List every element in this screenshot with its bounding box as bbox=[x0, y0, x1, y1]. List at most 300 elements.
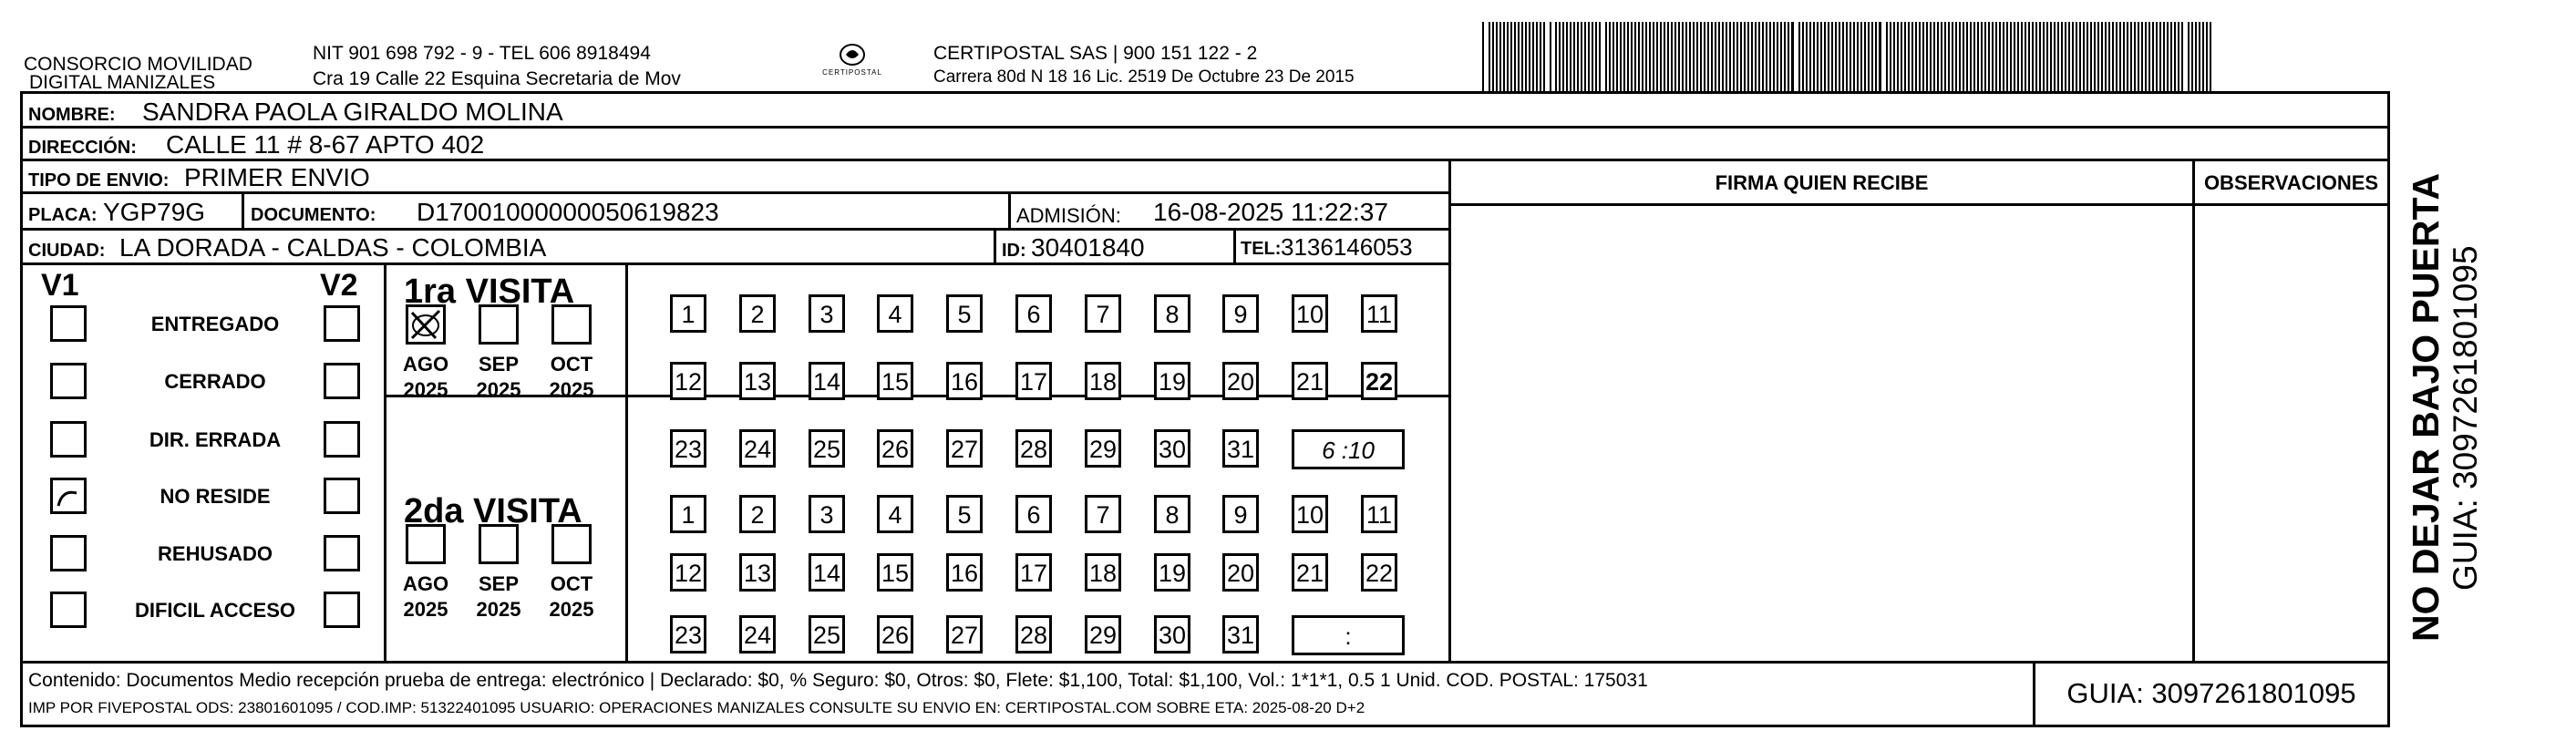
day-box[interactable]: 11 bbox=[1361, 294, 1397, 333]
day-box[interactable]: 3 bbox=[809, 495, 845, 533]
barcode-bar bbox=[1984, 22, 1986, 91]
barcode-bar bbox=[2065, 22, 2066, 91]
x-mark-icon bbox=[408, 307, 443, 342]
month-label: SEP bbox=[478, 353, 520, 376]
barcode-bar bbox=[2141, 22, 2143, 91]
day-box[interactable]: 1 bbox=[670, 495, 706, 533]
v1-checkbox[interactable] bbox=[50, 305, 87, 342]
barcode bbox=[1482, 22, 2217, 91]
barcode-bar bbox=[1981, 22, 1983, 91]
barcode-bar bbox=[1973, 22, 1975, 91]
barcode-bar bbox=[1758, 22, 1760, 91]
barcode-bar bbox=[1922, 22, 1924, 91]
barcode-bar bbox=[2025, 22, 2026, 91]
barcode-bar bbox=[1514, 22, 1516, 91]
day-box[interactable]: 10 bbox=[1292, 495, 1328, 533]
tel-label: TEL: bbox=[1241, 239, 1282, 259]
barcode-bar bbox=[1831, 22, 1833, 91]
barcode-bar bbox=[2134, 22, 2136, 91]
barcode-bar bbox=[1992, 22, 1994, 91]
barcode-bar bbox=[1726, 22, 1727, 91]
day-box[interactable]: 10 bbox=[1292, 294, 1328, 333]
day-box[interactable]: 31 bbox=[1222, 615, 1259, 654]
barcode-bar bbox=[1860, 22, 1862, 91]
status-label: CERRADO bbox=[164, 370, 266, 393]
barcode-bar bbox=[2035, 22, 2037, 91]
barcode-bar bbox=[1599, 22, 1601, 91]
day-box[interactable]: 21 bbox=[1292, 553, 1328, 592]
barcode-bar bbox=[1529, 22, 1530, 91]
day-box[interactable]: 21 bbox=[1292, 362, 1328, 400]
barcode-bar bbox=[1802, 22, 1804, 91]
barcode-bar bbox=[1664, 22, 1665, 91]
barcode-bar bbox=[1995, 22, 1997, 91]
day-box[interactable]: 3 bbox=[809, 294, 845, 333]
tipo-envio-label: TIPO DE ENVIO: bbox=[28, 170, 170, 190]
day-box[interactable]: 12 bbox=[670, 362, 706, 400]
barcode-bar bbox=[2039, 22, 2041, 91]
v2-checkbox[interactable] bbox=[324, 305, 360, 342]
barcode-bar bbox=[1729, 22, 1731, 91]
barcode-bar bbox=[1853, 22, 1855, 91]
certipostal-nit-line: CERTIPOSTAL SAS | 900 151 122 - 2 bbox=[933, 43, 1258, 64]
barcode-bar bbox=[1489, 22, 1490, 91]
barcode-bar bbox=[2202, 22, 2204, 91]
barcode-bar bbox=[1503, 22, 1505, 91]
barcode-bar bbox=[1999, 22, 2001, 91]
barcode-bar bbox=[1536, 22, 1538, 91]
barcode-bar bbox=[1653, 22, 1654, 91]
barcode-bar bbox=[1809, 22, 1811, 91]
v2-header: V2 bbox=[320, 268, 358, 303]
barcode-bar bbox=[2083, 22, 2085, 91]
tipo-envio-value: PRIMER ENVIO bbox=[184, 163, 370, 191]
month-checkbox[interactable] bbox=[551, 524, 592, 564]
barcode-bar bbox=[2178, 22, 2179, 91]
barcode-bar bbox=[1941, 22, 1942, 91]
barcode-bar bbox=[2032, 22, 2034, 91]
day-box[interactable]: 9 bbox=[1222, 495, 1259, 533]
delivery-form bbox=[20, 91, 2390, 727]
barcode-bar bbox=[1638, 22, 1640, 91]
barcode-bar bbox=[1820, 22, 1822, 91]
barcode-bar bbox=[1955, 22, 1957, 91]
direccion-value: CALLE 11 # 8-67 APTO 402 bbox=[166, 130, 485, 159]
v2-checkbox[interactable] bbox=[324, 592, 360, 628]
barcode-bar bbox=[1904, 22, 1906, 91]
barcode-bar bbox=[1620, 22, 1622, 91]
barcode-bar bbox=[1634, 22, 1636, 91]
id-value: 30401840 bbox=[1031, 233, 1145, 262]
barcode-bar bbox=[1562, 22, 1564, 91]
barcode-bar bbox=[1577, 22, 1579, 91]
barcode-bar bbox=[1507, 22, 1509, 91]
day-box[interactable]: 5 bbox=[946, 294, 983, 333]
year-label: 2025 bbox=[403, 378, 448, 401]
barcode-bar bbox=[1977, 22, 1979, 91]
barcode-bar bbox=[1718, 22, 1720, 91]
day-box[interactable]: 8 bbox=[1154, 495, 1190, 533]
day-box[interactable]: 16 bbox=[946, 362, 983, 400]
barcode-bar bbox=[2028, 22, 2030, 91]
barcode-bar bbox=[1959, 22, 1961, 91]
barcode-bar bbox=[1642, 22, 1643, 91]
barcode-bar bbox=[1715, 22, 1716, 91]
barcode-bar bbox=[1570, 22, 1571, 91]
barcode-bar bbox=[1518, 22, 1520, 91]
status-label: DIR. ERRADA bbox=[149, 428, 282, 451]
barcode-bar bbox=[1555, 22, 1557, 91]
barcode-bar bbox=[2046, 22, 2048, 91]
day-box[interactable]: 27 bbox=[946, 615, 983, 654]
day-box[interactable]: 11 bbox=[1361, 495, 1397, 533]
barcode-bar bbox=[2116, 22, 2117, 91]
barcode-bar bbox=[2010, 22, 2012, 91]
barcode-bar bbox=[2130, 22, 2132, 91]
barcode-bar bbox=[2206, 22, 2208, 91]
barcode-bar bbox=[1584, 22, 1586, 91]
year-label: 2025 bbox=[476, 378, 521, 401]
month-checkbox[interactable] bbox=[551, 304, 592, 345]
v1-checkbox[interactable] bbox=[50, 535, 87, 571]
barcode-bar bbox=[2170, 22, 2172, 91]
company-name-line1: CONSORCIO MOVILIDAD bbox=[24, 54, 252, 75]
day-box[interactable]: 22 bbox=[1361, 553, 1397, 592]
day-box[interactable]: 26 bbox=[877, 615, 913, 654]
barcode-bar bbox=[2191, 22, 2193, 91]
second-visit-title: 2da VISITA bbox=[404, 492, 582, 530]
direccion-row bbox=[23, 129, 2387, 161]
barcode-bar bbox=[2054, 22, 2056, 91]
day-box[interactable]: 18 bbox=[1085, 553, 1121, 592]
month-label: AGO bbox=[402, 353, 449, 376]
barcode-bar bbox=[2068, 22, 2070, 91]
barcode-bar bbox=[1890, 22, 1891, 91]
first-visit-title: 1ra VISITA bbox=[404, 273, 575, 311]
day-box[interactable]: 14 bbox=[809, 553, 845, 592]
barcode-bar bbox=[1674, 22, 1676, 91]
barcode-bar bbox=[1736, 22, 1738, 91]
barcode-bar bbox=[1864, 22, 1866, 91]
barcode-bar bbox=[2003, 22, 2004, 91]
barcode-bar bbox=[1777, 22, 1778, 91]
barcode-bar bbox=[1704, 22, 1705, 91]
day-box[interactable]: 4 bbox=[877, 495, 913, 533]
barcode-bar bbox=[1733, 22, 1735, 91]
day-box[interactable]: 23 bbox=[670, 429, 706, 468]
day-box[interactable]: 7 bbox=[1085, 495, 1121, 533]
barcode-bar bbox=[1868, 22, 1870, 91]
documento-value: D17001000000050619823 bbox=[417, 198, 719, 226]
barcode-bar bbox=[1762, 22, 1764, 91]
barcode-bar bbox=[1915, 22, 1917, 91]
barcode-bar bbox=[2167, 22, 2169, 91]
barcode-bar bbox=[1751, 22, 1753, 91]
barcode-bar bbox=[1926, 22, 1928, 91]
certipostal-logo bbox=[816, 40, 889, 87]
barcode-bar bbox=[1850, 22, 1851, 91]
barcode-bar bbox=[1817, 22, 1819, 91]
barcode-bar bbox=[1766, 22, 1767, 91]
barcode-bar bbox=[1842, 22, 1844, 91]
status-label: ENTREGADO bbox=[150, 313, 280, 335]
barcode-bar bbox=[1671, 22, 1673, 91]
v2-checkbox[interactable] bbox=[324, 535, 360, 571]
day-box[interactable]: 25 bbox=[809, 615, 845, 654]
barcode-bar bbox=[2145, 22, 2147, 91]
barcode-bar bbox=[2188, 22, 2190, 91]
barcode-bar bbox=[2076, 22, 2077, 91]
day-box[interactable]: 20 bbox=[1222, 553, 1259, 592]
barcode-bar bbox=[1631, 22, 1633, 91]
barcode-bar bbox=[1871, 22, 1873, 91]
barcode-bar bbox=[1595, 22, 1597, 91]
barcode-bar bbox=[1930, 22, 1932, 91]
nit-phone-line: NIT 901 698 792 - 9 - TEL 606 8918494 bbox=[313, 43, 651, 64]
barcode-bar bbox=[1609, 22, 1611, 91]
day-box[interactable]: 24 bbox=[739, 429, 776, 468]
v1-header: V1 bbox=[41, 268, 79, 303]
barcode-bar bbox=[1839, 22, 1840, 91]
barcode-bar bbox=[1693, 22, 1695, 91]
month-checkbox[interactable] bbox=[406, 524, 446, 564]
year-label: 2025 bbox=[476, 598, 521, 621]
v1-checkbox[interactable] bbox=[50, 363, 87, 399]
barcode-bar bbox=[2159, 22, 2161, 91]
day-box[interactable]: 7 bbox=[1085, 294, 1121, 333]
barcode-bar bbox=[1616, 22, 1618, 91]
barcode-bar bbox=[1933, 22, 1935, 91]
barcode-bar bbox=[1798, 22, 1800, 91]
observations-area[interactable] bbox=[2195, 206, 2387, 661]
day-box[interactable]: 6 bbox=[1015, 294, 1052, 333]
day-box[interactable]: 17 bbox=[1015, 362, 1052, 400]
barcode-bar bbox=[2152, 22, 2154, 91]
barcode-bar bbox=[1700, 22, 1702, 91]
v2-checkbox[interactable] bbox=[324, 478, 360, 514]
guia-footer: GUIA: 3097261801095 bbox=[2066, 677, 2356, 709]
day-box[interactable]: 13 bbox=[739, 362, 776, 400]
check-mark-icon bbox=[53, 480, 84, 511]
day-box[interactable]: 25 bbox=[809, 429, 845, 468]
barcode-bar bbox=[1747, 22, 1749, 91]
placa-row bbox=[23, 194, 1450, 231]
day-box[interactable]: 29 bbox=[1085, 429, 1121, 468]
observaciones-header: OBSERVACIONES bbox=[2203, 171, 2379, 194]
barcode-bar bbox=[1496, 22, 1498, 91]
day-box[interactable]: 2 bbox=[739, 294, 776, 333]
nombre-value: SANDRA PAOLA GIRALDO MOLINA bbox=[142, 98, 563, 126]
barcode-bar bbox=[1573, 22, 1575, 91]
barcode-bar bbox=[1581, 22, 1582, 91]
direccion-label: DIRECCIÓN: bbox=[28, 138, 137, 158]
day-box[interactable]: 20 bbox=[1222, 362, 1259, 400]
barcode-bar bbox=[1627, 22, 1629, 91]
status-section bbox=[23, 265, 384, 661]
month-checkbox[interactable] bbox=[406, 304, 446, 345]
imp-line: IMP POR FIVEPOSTAL ODS: 23801601095 / COD.IMP: 51322401095 USUARIO: OPERACIONES MANIZALES CONSULTE SU ENVIO EN: CERTIPOSTAL.COM SOBRE ETA: 2025-08-20 D+2 bbox=[28, 699, 1365, 716]
day-box[interactable]: 4 bbox=[877, 294, 913, 333]
sender-address-line: Cra 19 Calle 22 Esquina Secretaria de Mov bbox=[313, 68, 681, 89]
barcode-bar bbox=[1755, 22, 1757, 91]
day-box[interactable]: 8 bbox=[1154, 294, 1190, 333]
day-box[interactable]: 5 bbox=[946, 495, 983, 533]
barcode-bar bbox=[1499, 22, 1501, 91]
barcode-bar bbox=[1550, 22, 1551, 91]
barcode-bar bbox=[1769, 22, 1771, 91]
barcode-bar bbox=[2112, 22, 2114, 91]
barcode-bar bbox=[1893, 22, 1895, 91]
barcode-bar bbox=[1722, 22, 1724, 91]
signature-area[interactable] bbox=[1451, 206, 2192, 661]
barcode-bar bbox=[1707, 22, 1709, 91]
id-label: ID: bbox=[1002, 241, 1026, 261]
day-box[interactable]: 12 bbox=[670, 553, 706, 592]
barcode-bar bbox=[1908, 22, 1910, 91]
year-label: 2025 bbox=[403, 598, 448, 621]
day-box[interactable]: 18 bbox=[1085, 362, 1121, 400]
v2-checkbox[interactable] bbox=[324, 421, 360, 458]
barcode-bar bbox=[1678, 22, 1680, 91]
barcode-bar bbox=[1521, 22, 1523, 91]
firma-header: FIRMA QUIEN RECIBE bbox=[1715, 171, 1929, 194]
barcode-bar bbox=[1623, 22, 1625, 91]
barcode-graphic bbox=[1482, 22, 2217, 91]
barcode-bar bbox=[1879, 22, 1881, 91]
day-box[interactable]: 26 bbox=[877, 429, 913, 468]
year-label: 2025 bbox=[549, 598, 594, 621]
barcode-bar bbox=[1740, 22, 1742, 91]
barcode-bar bbox=[2156, 22, 2158, 91]
barcode-bar bbox=[1875, 22, 1877, 91]
tel-value: 3136146053 bbox=[1281, 233, 1413, 261]
ciudad-value: LA DORADA - CALDAS - COLOMBIA bbox=[119, 233, 547, 262]
barcode-bar bbox=[2087, 22, 2088, 91]
month-label: OCT bbox=[550, 353, 593, 376]
ciudad-row bbox=[23, 231, 1450, 265]
day-box[interactable]: 28 bbox=[1015, 429, 1052, 468]
barcode-bar bbox=[1510, 22, 1512, 91]
day-box[interactable]: 28 bbox=[1015, 615, 1052, 654]
barcode-bar bbox=[1886, 22, 1888, 91]
barcode-bar bbox=[2148, 22, 2150, 91]
day-box[interactable]: 2 bbox=[739, 495, 776, 533]
v1-checkbox[interactable] bbox=[50, 478, 87, 514]
day-box[interactable]: 30 bbox=[1154, 615, 1190, 654]
documento-label: DOCUMENTO: bbox=[251, 205, 376, 225]
barcode-bar bbox=[1791, 22, 1794, 91]
barcode-bar bbox=[1588, 22, 1590, 91]
barcode-bar bbox=[1532, 22, 1534, 91]
barcode-bar bbox=[1835, 22, 1837, 91]
month-checkbox[interactable] bbox=[479, 524, 519, 564]
day-box[interactable]: 9 bbox=[1222, 294, 1259, 333]
barcode-bar bbox=[1492, 22, 1494, 91]
barcode-bar bbox=[1988, 22, 1990, 91]
barcode-bar bbox=[1689, 22, 1691, 91]
day-box[interactable]: 15 bbox=[877, 553, 913, 592]
barcode-bar bbox=[1525, 22, 1527, 91]
day-box[interactable]: 16 bbox=[946, 553, 983, 592]
barcode-bar bbox=[1660, 22, 1662, 91]
admision-label: ADMISIÓN: bbox=[1016, 204, 1121, 227]
barcode-bar bbox=[1937, 22, 1939, 91]
barcode-bar bbox=[1824, 22, 1826, 91]
barcode-bar bbox=[1559, 22, 1561, 91]
barcode-bar bbox=[1566, 22, 1568, 91]
barcode-bar bbox=[1966, 22, 1968, 91]
v2-checkbox[interactable] bbox=[324, 363, 360, 399]
month-label: OCT bbox=[550, 572, 593, 595]
day-box[interactable]: 31 bbox=[1222, 429, 1259, 468]
barcode-bar bbox=[1897, 22, 1899, 91]
day-box[interactable]: 6 bbox=[1015, 495, 1052, 533]
placa-value: YGP79G bbox=[103, 198, 206, 226]
barcode-bar bbox=[1543, 22, 1545, 91]
day-box[interactable]: 17 bbox=[1015, 553, 1052, 592]
year-label: 2025 bbox=[549, 378, 594, 401]
barcode-bar bbox=[2123, 22, 2125, 91]
v1-checkbox[interactable] bbox=[50, 592, 87, 628]
time-box[interactable]: : bbox=[1292, 615, 1405, 655]
barcode-bar bbox=[1919, 22, 1921, 91]
time-box[interactable]: 6 :10 bbox=[1292, 429, 1405, 469]
barcode-bar bbox=[1682, 22, 1684, 91]
barcode-bar bbox=[1696, 22, 1698, 91]
barcode-bar bbox=[1592, 22, 1593, 91]
barcode-bar bbox=[1806, 22, 1808, 91]
barcode-bar bbox=[1963, 22, 1964, 91]
barcode-bar bbox=[1813, 22, 1815, 91]
barcode-bar bbox=[1944, 22, 1946, 91]
barcode-bar bbox=[2017, 22, 2019, 91]
barcode-bar bbox=[1901, 22, 1902, 91]
logo-text: CERTIPOSTAL bbox=[822, 68, 882, 77]
day-box[interactable]: 19 bbox=[1154, 362, 1190, 400]
barcode-bar bbox=[2090, 22, 2092, 91]
day-box[interactable]: 13 bbox=[739, 553, 776, 592]
barcode-bar bbox=[2050, 22, 2052, 91]
barcode-bar bbox=[1540, 22, 1541, 91]
day-box[interactable]: 23 bbox=[670, 615, 706, 654]
barcode-bar bbox=[1970, 22, 1972, 91]
day-box[interactable]: 22 bbox=[1361, 362, 1397, 400]
barcode-bar bbox=[2163, 22, 2165, 91]
nombre-label: NOMBRE: bbox=[28, 105, 116, 125]
ciudad-label: CIUDAD: bbox=[28, 241, 106, 261]
month-checkbox[interactable] bbox=[479, 304, 519, 345]
barcode-bar bbox=[1788, 22, 1789, 91]
barcode-bar bbox=[2119, 22, 2121, 91]
certipostal-logo-icon bbox=[816, 40, 889, 87]
day-box[interactable]: 30 bbox=[1154, 429, 1190, 468]
v1-checkbox[interactable] bbox=[50, 421, 87, 458]
day-box[interactable]: 15 bbox=[877, 362, 913, 400]
day-box[interactable]: 19 bbox=[1154, 553, 1190, 592]
month-label: SEP bbox=[478, 572, 520, 595]
barcode-bar bbox=[2006, 22, 2008, 91]
day-box[interactable]: 14 bbox=[809, 362, 845, 400]
day-box[interactable]: 27 bbox=[946, 429, 983, 468]
day-box[interactable]: 1 bbox=[670, 294, 706, 333]
barcode-bar bbox=[1656, 22, 1658, 91]
certipostal-address-line: Carrera 80d N 18 16 Lic. 2519 De Octubre 23 De 2015 bbox=[933, 67, 1355, 87]
no-dejar-bajo-puerta: NO DEJAR BAJO PUERTA bbox=[2405, 172, 2447, 642]
day-box[interactable]: 29 bbox=[1085, 615, 1121, 654]
barcode-bar bbox=[1649, 22, 1651, 91]
day-box[interactable]: 24 bbox=[739, 615, 776, 654]
tipo-envio-row bbox=[23, 161, 1450, 194]
